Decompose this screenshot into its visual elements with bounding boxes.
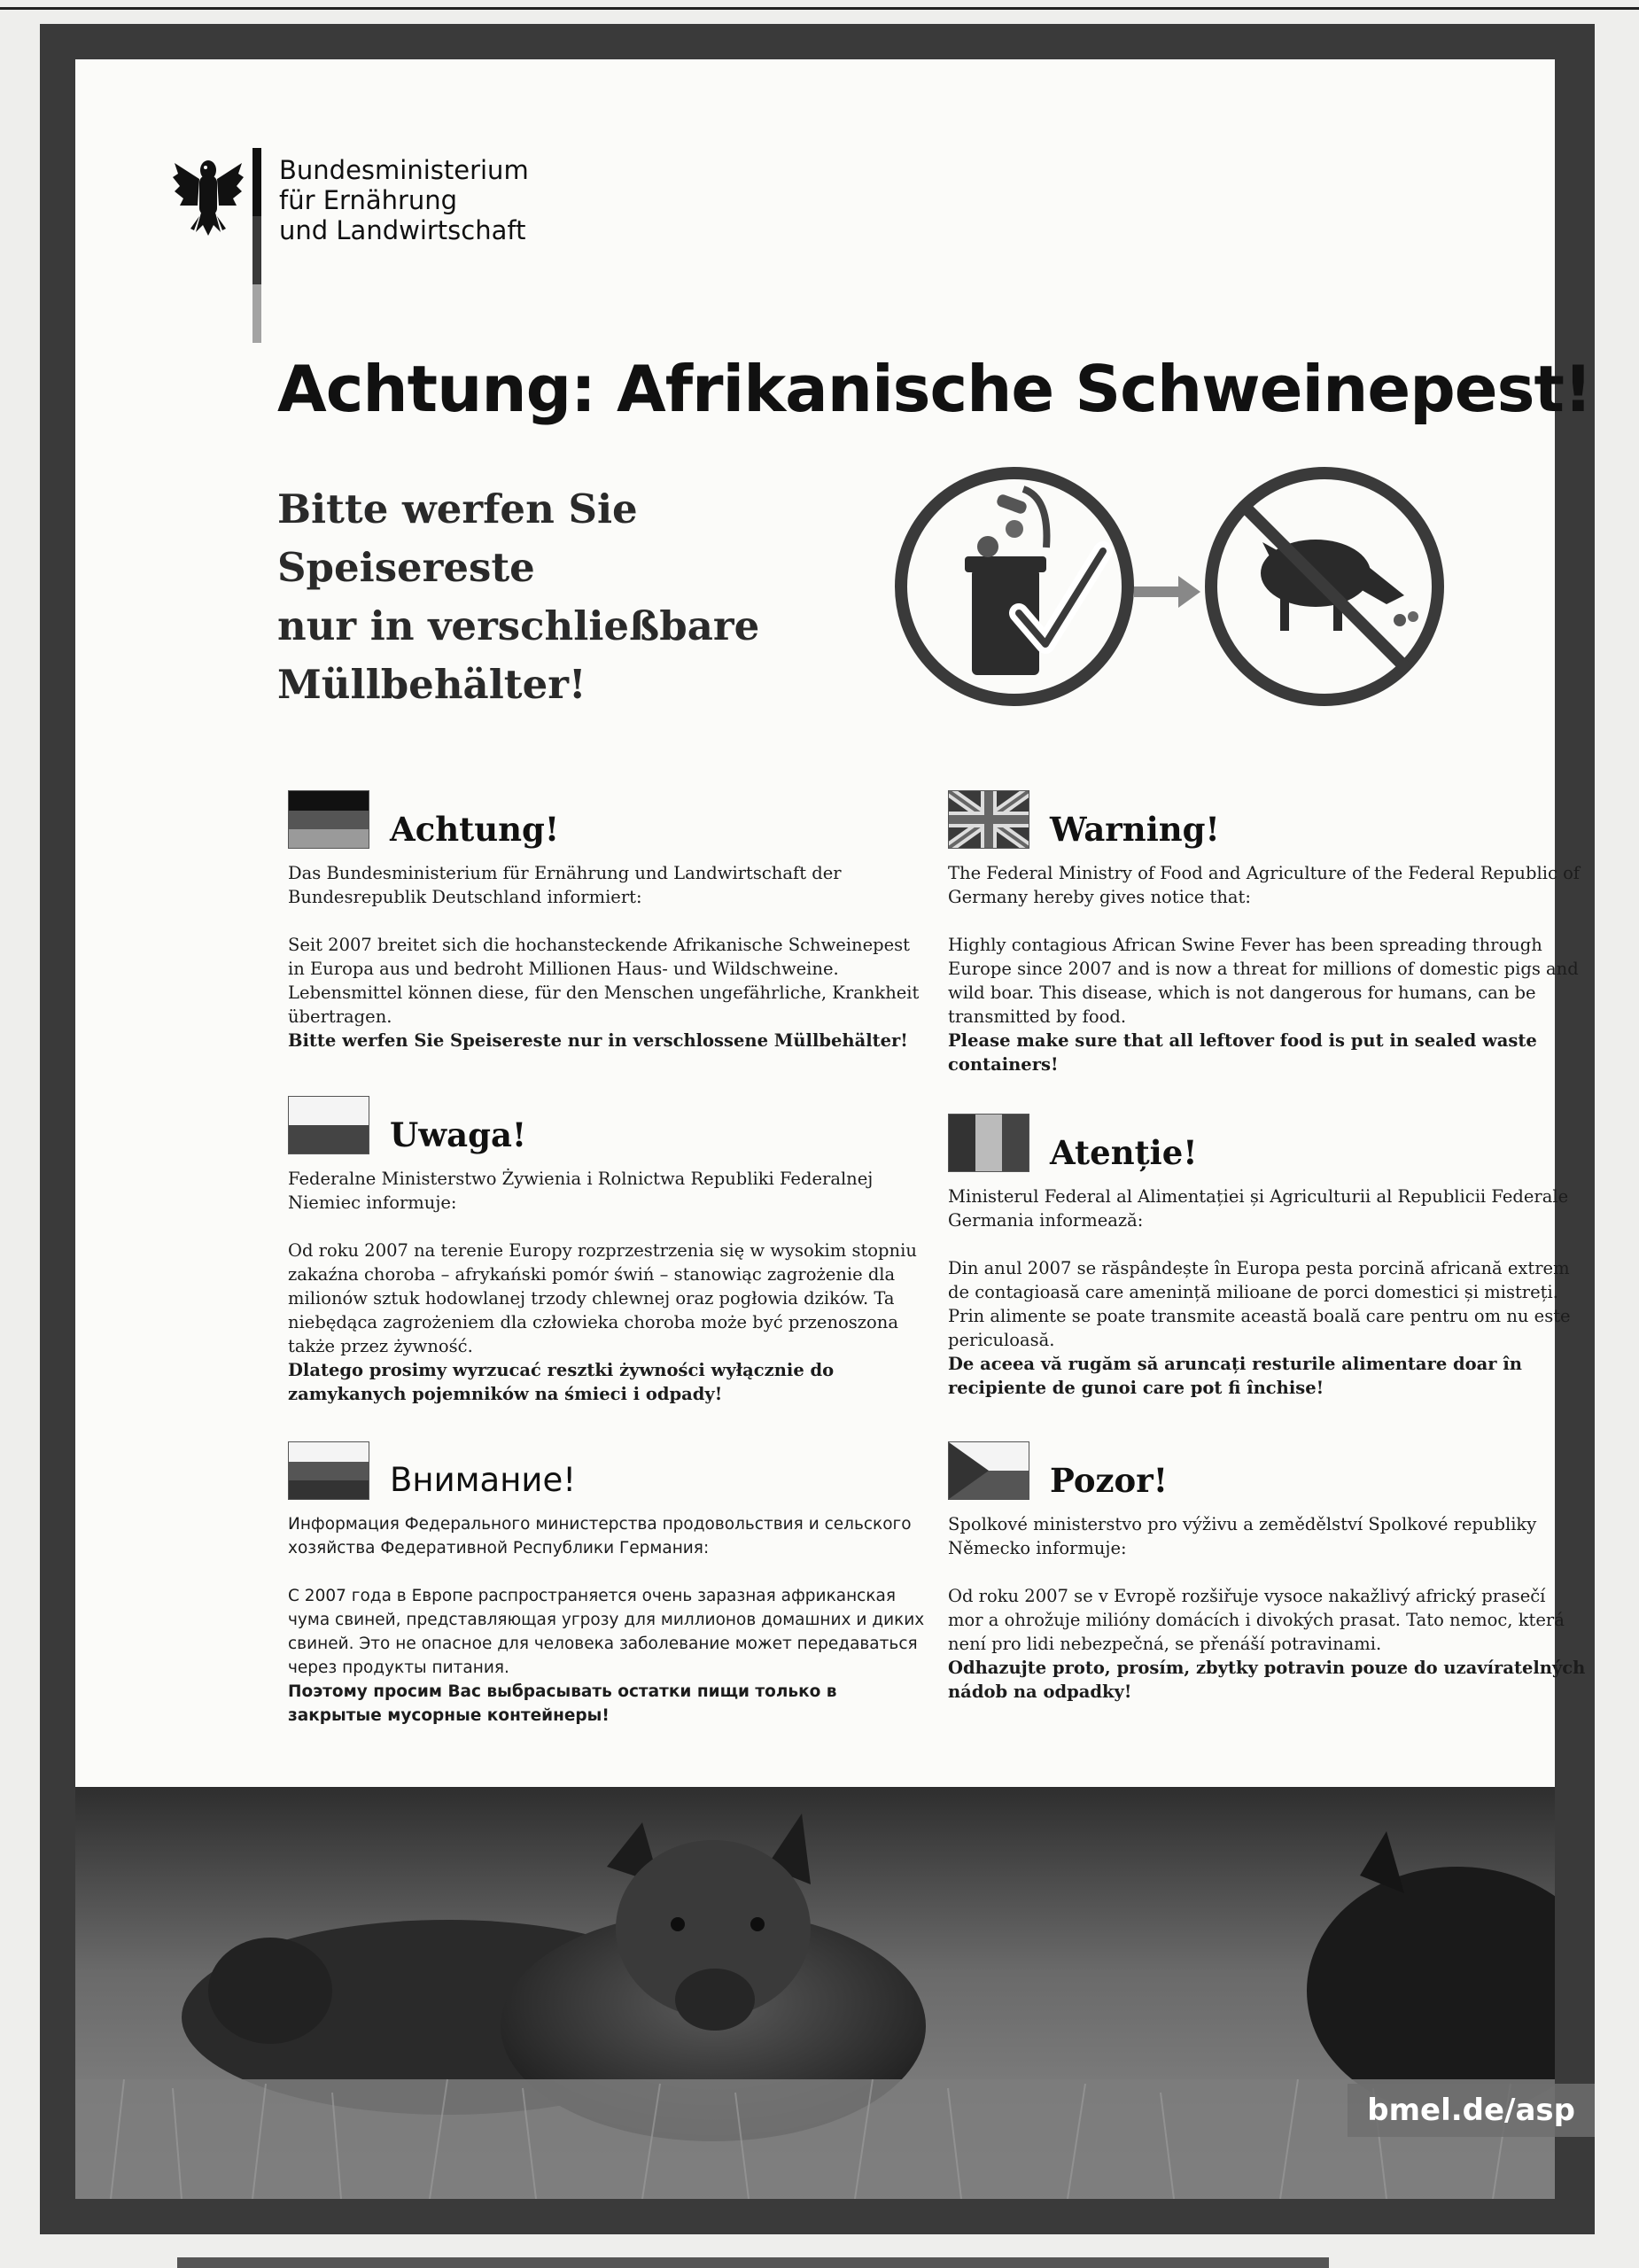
waste-bin-allowed-icon xyxy=(901,473,1128,700)
ministry-line-2: für Ernährung xyxy=(279,185,458,215)
section-appeal: Please make sure that all leftover food is put in sealed waste containers! xyxy=(948,1030,1537,1075)
pictogram-group xyxy=(890,462,1493,746)
german-flag-icon xyxy=(288,790,369,849)
section-text: Seit 2007 breitet sich die hochansteckende Afrikanische Schweinepest in Europa aus und bedroht Millionen Haus- und Wildschweine. Lebensmittel können diese, für den Menschen ungefährliche, Krankheit übertragen. xyxy=(288,935,920,1027)
russian-flag-icon xyxy=(288,1441,369,1500)
ministry-line-1: Bundesministerium xyxy=(279,155,529,185)
section-intro: The Federal Ministry of Food and Agriculture of the Federal Republic of Germany hereby gives notice that: xyxy=(948,863,1581,907)
section-text: Highly contagious African Swine Fever has been spreading through Europe since 2007 and is now a threat for millions of domestic pigs and wild boar. This disease, which is not dangerous for humans, can be transmitted by food. xyxy=(948,935,1579,1027)
section-appeal: Odhazujte proto, prosím, zbytky potravin pouze do uzavíratelných nádob na odpadky! xyxy=(948,1658,1586,1702)
website-url[interactable]: bmel.de/asp xyxy=(1348,2084,1595,2137)
section-title: Uwaga! xyxy=(390,1115,527,1154)
ministry-name xyxy=(279,155,529,245)
page-bottom-rule xyxy=(177,2257,1329,2268)
section-intro: Ministerul Federal al Alimentației și Agriculturii al Republicii Federale Germania informează: xyxy=(948,1186,1569,1231)
section-body xyxy=(288,1512,926,1751)
headline: Achtung: Afrikanische Schweinepest! xyxy=(277,352,1592,426)
subline-line-3: nur in verschließbare xyxy=(277,602,760,649)
polish-flag-icon xyxy=(288,1096,369,1154)
section-intro: Das Bundesministerium für Ernährung und Landwirtschaft der Bundesrepublik Deutschland informiert: xyxy=(288,863,842,907)
romanian-flag-icon xyxy=(948,1114,1029,1172)
section-title: Achtung! xyxy=(390,810,560,849)
section-appeal: Поэтому просим Вас выбрасывать остатки пищи только в закрытые мусорные контейнеры! xyxy=(288,1682,837,1725)
section-body xyxy=(288,1167,926,1430)
section-intro: Информация Федерального министерства продовольствия и сельского хозяйства Федеративной Республики Германия: xyxy=(288,1515,912,1557)
subline-line-2: Speisereste xyxy=(277,544,535,591)
section-body xyxy=(948,1512,1586,1728)
federal-eagle-icon xyxy=(173,144,244,241)
ministry-line-3: und Landwirtschaft xyxy=(279,215,526,245)
section-text: Od roku 2007 na terenie Europy rozprzestrzenia się w wysokim stopniu zakaźna choroba – afrykański pomór świń – stanowiąc zagrożenie dla milionów sztuk hodowlanej trzody chlewnej oraz pogłowia dzików. Ta niebędąca zagrożeniem dla człowieka choroba może być przenoszona także przez żywność. xyxy=(288,1240,917,1356)
section-appeal: Bitte werfen Sie Speisereste nur in verschlossene Müllbehälter! xyxy=(288,1030,908,1051)
section-intro: Federalne Ministerstwo Żywienia i Rolnictwa Republiki Federalnej Niemiec informuje: xyxy=(288,1169,874,1213)
section-appeal: Dlatego prosimy wyrzucać resztki żywności wyłącznie do zamykanych pojemników na śmieci i odpady! xyxy=(288,1360,835,1404)
poster-frame xyxy=(40,24,1595,2234)
section-title: Внимание! xyxy=(390,1461,577,1499)
poster-sheet xyxy=(75,59,1592,1787)
section-text: С 2007 года в Европе распространяется очень заразная африканская чума свиней, представляющая угрозу для миллионов домашних и диких свиней. Это не опасное для человека заболевание может передаваться через продукты питания. xyxy=(288,1587,925,1677)
czech-flag-icon xyxy=(948,1441,1029,1500)
section-appeal: De aceea vă rugăm să aruncați resturile alimentare doar în recipiente de gunoi care pot fi închise! xyxy=(948,1354,1522,1398)
section-text: Din anul 2007 se răspândește în Europa pesta porcină africană extrem de contagioasă care amenință milioane de porci domestici și mistreți. Prin alimente se poate transmite această boală care pentru om nu este periculoasă. xyxy=(948,1258,1571,1350)
section-body xyxy=(948,1184,1586,1424)
section-title: Pozor! xyxy=(1050,1461,1168,1500)
section-intro: Spolkové ministerstvo pro výživu a zemědělství Spolkové republiky Německo informuje: xyxy=(948,1514,1537,1558)
subline-line-1: Bitte werfen Sie xyxy=(277,485,638,532)
arrow-icon xyxy=(1134,576,1200,608)
subline-line-4: Müllbehälter! xyxy=(277,661,586,708)
section-title: Atenție! xyxy=(1050,1133,1198,1172)
section-body xyxy=(288,861,926,1076)
wild-boar-photo xyxy=(75,1787,1555,2199)
page-top-rule xyxy=(0,7,1639,10)
boar-forbidden-icon xyxy=(1211,473,1438,700)
logo-color-bar xyxy=(252,148,261,343)
subline xyxy=(277,480,827,714)
section-body xyxy=(948,861,1586,1100)
section-title: Warning! xyxy=(1050,810,1220,849)
section-text: Od roku 2007 se v Evropě rozšiřuje vysoce nakažlivý africký prasečí mor a ohrožuje milióny domácích i divokých prasat. Tato nemoc, která není pro lidi nebezpečná, se přenáší potravinami. xyxy=(948,1586,1565,1654)
uk-flag-icon xyxy=(948,790,1029,849)
